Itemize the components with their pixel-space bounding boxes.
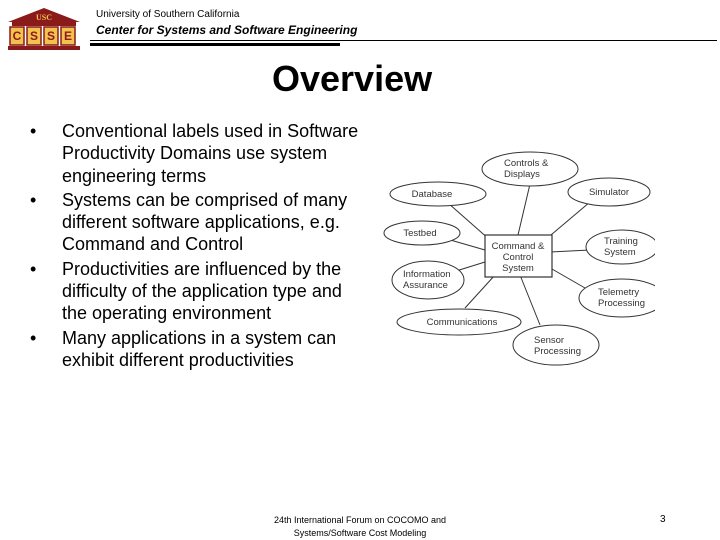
logo-usc-text: USC: [35, 13, 53, 22]
node-database: [390, 182, 486, 206]
node-label: Sensor: [534, 335, 565, 346]
node-label: Processing: [598, 298, 645, 309]
node-label: Database: [411, 189, 453, 200]
bullet-text: Conventional labels used in Software Productivity Domains use system engineering terms: [62, 121, 359, 186]
header-rule: [90, 40, 717, 41]
bullet-glyph: •: [30, 121, 37, 141]
node-label: System: [604, 247, 636, 258]
bullet-glyph: •: [30, 258, 37, 279]
node-label: Processing: [534, 346, 581, 357]
logo-letter: E: [63, 29, 73, 43]
footer-line: 24th International Forum on COCOMO and: [273, 515, 447, 525]
bullet-glyph: •: [30, 327, 37, 348]
node-label: Communications: [426, 317, 498, 328]
footer-line: Systems/Software Cost Modeling: [293, 528, 427, 538]
node-telemetry-processing: [579, 279, 655, 317]
node-label: Testbed: [403, 228, 437, 239]
bullet-item: [30, 327, 370, 372]
university-name: University of Southern California: [96, 9, 240, 20]
page-number: 3: [660, 514, 666, 525]
system-diagram: [380, 140, 655, 375]
node-testbed: [384, 221, 460, 245]
logo-letter: S: [29, 29, 39, 43]
node-label: Simulator: [588, 187, 630, 198]
logo-letter: C: [12, 29, 22, 43]
node-sensor-processing: [513, 325, 599, 365]
bullet-list: [30, 120, 370, 373]
usc-csse-logo: [4, 4, 84, 52]
bullet-text: Systems can be comprised of many different software applications, e.g. Command and Control: [62, 189, 348, 255]
header-rule-thick: [90, 43, 340, 46]
node-label: Training: [604, 236, 638, 247]
bullet-text: Productivities are influenced by the difficulty of the application type and the operating environment: [62, 258, 342, 324]
logo-letter: S: [46, 29, 56, 43]
center-node-line: Command &: [491, 241, 545, 252]
footer-text: [245, 514, 475, 540]
node-label: Telemetry: [598, 287, 640, 298]
node-label: Information: [403, 269, 451, 280]
node-simulator: [568, 178, 650, 206]
node-label: Assurance: [403, 280, 448, 291]
slide-title: Overview: [272, 58, 433, 99]
node-label: Controls &: [504, 158, 549, 169]
node-controls-displays: [482, 152, 578, 186]
center-node-line: System: [502, 263, 534, 274]
node-communications: [397, 309, 521, 335]
center-node-line: Control: [502, 252, 534, 263]
node-information-assurance: [392, 261, 464, 299]
node-training-system: [586, 230, 655, 264]
bullet-item: [30, 189, 370, 256]
bullet-item: [30, 258, 370, 325]
center-name: Center for Systems and Software Engineering: [96, 23, 358, 37]
bullet-glyph: •: [30, 189, 37, 210]
bullet-item: [30, 120, 370, 187]
node-label: Displays: [504, 169, 540, 180]
center-node: [485, 235, 552, 277]
bullet-text: Many applications in a system can exhibit different productivities: [62, 327, 337, 370]
